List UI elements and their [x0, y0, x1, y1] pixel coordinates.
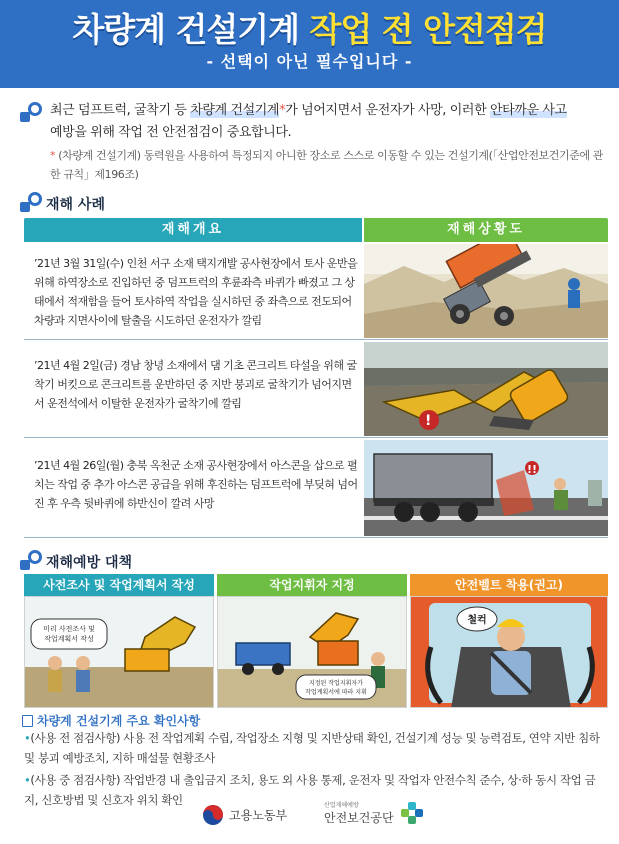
- moel-label: 고용노동부: [229, 808, 288, 823]
- case-description: ’21년 4월 26일(월) 충북 옥천군 소재 공사현장에서 아스콘을 삽으로 펼치는 작업 중 추가 아스콘 공급을 위해 후진하는 덤프트럭에 부딪혀 넘어진 후 우측 뒷바퀴에 하반신이 깔려 사망: [34, 459, 358, 510]
- bullet-icon: [20, 192, 44, 214]
- prevention-card-label: 사전조사 및 작업계획서 작성: [24, 574, 214, 596]
- page-subtitle: - 선택이 아닌 필수입니다 -: [206, 52, 413, 71]
- kosha-label: 안전보건공단: [324, 811, 394, 825]
- svg-text:!: !: [425, 413, 432, 429]
- prevention-card-label: 작업지휘자 지정: [217, 574, 407, 596]
- case-description: ’21년 3월 31일(수) 인천 서구 소재 택지개발 공사현장에서 토사 운반을 위해 하역장소로 진입하던 중 덤프트럭의 후륜좌측 바퀴가 빠졌고 그 상태에서 적재함을 들어 토사하역 작업을 실시하던 중 좌측으로 전도되어 차량과 지면사이에 탈출을 시도하던 운전자가 깔림: [34, 257, 358, 327]
- footnote: * (차량계 건설기계) 동력원을 사용하여 특정되지 아니한 장소로 스스로 이동할 수 있는 건설기계(「산업안전보건기준에 관한 규칙」제196조): [50, 149, 603, 181]
- intro-paragraph: 최근 덤프트럭, 굴착기 등 차량계 건설기계*가 넘어지면서 운전자가 사망, 이러한 안타까운 사고 예방을 위해 작업 전 안전점검이 중요합니다.: [50, 103, 567, 140]
- column-header-summary: 재해개요: [24, 218, 362, 242]
- svg-text:철컥: 철컥: [467, 615, 487, 626]
- prevention-card-seatbelt: [410, 574, 608, 708]
- kosha-sublabel: 산업재해예방: [324, 802, 359, 809]
- dump-truck-reversing-illustration: [364, 440, 608, 536]
- excavator-rollover-illustration: [364, 342, 608, 436]
- case-description: ’21년 4월 2일(금) 경남 창녕 소재에서 댐 기초 콘크리트 타설을 위해 굴착기 버킷으로 콘크리트를 운반하던 중 지반 붕괴로 굴착기가 넘어지면서 운전석에서 이탈한 운전자가 굴착기에 깔림: [34, 359, 357, 410]
- table-row: [24, 438, 608, 538]
- moel-logo: [202, 804, 287, 826]
- checklist-title: 차량계 건설기계 주요 확인사항: [22, 712, 200, 729]
- svg-text:작업계획서 작성: 작업계획서 작성: [44, 635, 94, 643]
- header: [0, 0, 619, 88]
- content-card: [6, 88, 613, 844]
- prevention-card-label: 안전벨트 착용(권고): [410, 574, 608, 596]
- highlight-term: 차량계 건설기계: [190, 103, 280, 118]
- seatbelt-illustration: [410, 596, 608, 708]
- prevention-card-planning: [24, 574, 214, 708]
- title-main: 차량계 건설기계: [72, 10, 310, 49]
- dump-truck-rollover-illustration: [364, 244, 608, 338]
- svg-text:지정된 작업지휘자가: 지정된 작업지휘자가: [308, 680, 364, 687]
- cross-symbol-icon: [399, 800, 425, 826]
- title-highlight: 작업 전 안전점검: [309, 10, 547, 49]
- column-header-situation: 재해상황도: [364, 218, 608, 242]
- page-title: [0, 4, 619, 51]
- checklist-item: •(사용 중 점검사항) 작업반경 내 출입금지 조치, 용도 외 사용 통제, 운전자 및 작업자 안전수칙 준수, 상·하 동시 작업 금지, 신호방법 및 신호자 위치 확인: [24, 773, 596, 807]
- kosha-logo: [324, 800, 425, 826]
- svg-text:미리 사전조사 및: 미리 사전조사 및: [43, 625, 95, 633]
- section-title-cases: 재해 사례: [46, 197, 105, 213]
- taegeuk-icon: [202, 804, 224, 826]
- prevention-card-supervisor: [217, 574, 407, 708]
- checklist-item: •(사용 전 점검사항) 사용 전 작업계획 수립, 작업장소 지형 및 지반상태 확인, 건설기계 성능 및 능력검토, 연약 지반 침하 및 붕괴 예방조치, 지하 매설물 현황조사: [24, 731, 600, 765]
- section-title-prevention: 재해예방 대책: [46, 555, 133, 571]
- table-row: [24, 242, 608, 340]
- svg-text:!!: !!: [527, 463, 538, 476]
- planning-illustration: [24, 596, 214, 708]
- table-row: [24, 340, 608, 438]
- bullet-icon: [20, 102, 44, 124]
- bullet-icon: [20, 550, 44, 572]
- svg-text:작업계획서에 따라 지휘: 작업계획서에 따라 지휘: [305, 689, 367, 696]
- supervisor-illustration: [217, 596, 407, 708]
- document-icon: [22, 715, 33, 727]
- highlight-phrase: 안타까운 사고: [489, 103, 567, 118]
